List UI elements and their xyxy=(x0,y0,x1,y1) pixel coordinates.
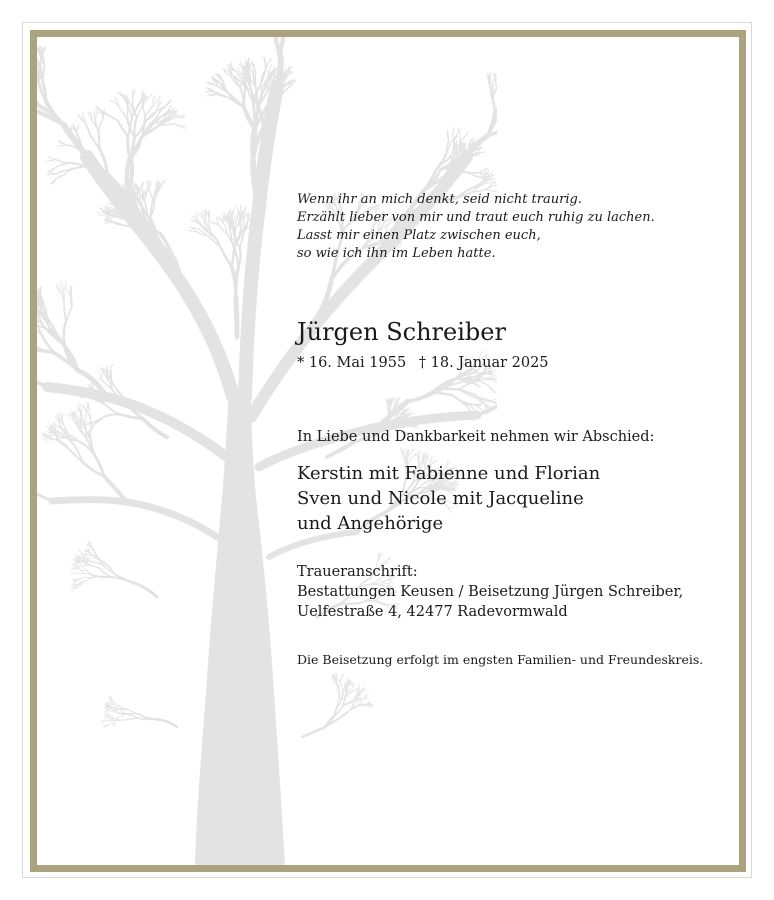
poem-line: so wie ich ihn im Leben hatte. xyxy=(297,246,496,261)
gold-frame xyxy=(30,30,746,872)
address-line: Bestattungen Keusen / Beisetzung Jürgen Schreiber, xyxy=(297,584,684,600)
poem-line: Lasst mir einen Platz zwischen euch, xyxy=(297,228,541,243)
mourner-line: und Angehörige xyxy=(297,513,444,534)
life-dates xyxy=(297,353,557,373)
deceased-name: Jürgen Schreiber xyxy=(297,318,506,346)
mourner-line: Kerstin mit Fabienne und Florian xyxy=(297,463,601,484)
poem-line: Erzählt lieber von mir und traut euch ruhig zu lachen. xyxy=(297,210,655,225)
tree-silhouette-icon xyxy=(37,37,497,865)
mourners-list xyxy=(297,461,600,536)
death-date: † 18. Januar 2025 xyxy=(418,355,549,371)
address-line: Uelfestraße 4, 42477 Radevormwald xyxy=(297,604,568,620)
burial-note: Die Beisetzung erfolgt im engsten Familien- und Freundeskreis. xyxy=(297,652,704,667)
birth-date: * 16. Mai 1955 xyxy=(297,355,407,371)
poem xyxy=(297,191,655,263)
address-label: Traueranschrift: xyxy=(297,564,418,580)
farewell-text: In Liebe und Dankbarkeit nehmen wir Abschied: xyxy=(297,429,655,445)
poem-line: Wenn ihr an mich denkt, seid nicht traurig. xyxy=(297,192,582,207)
mourner-line: Sven und Nicole mit Jacqueline xyxy=(297,488,584,509)
mourning-address xyxy=(297,562,683,622)
